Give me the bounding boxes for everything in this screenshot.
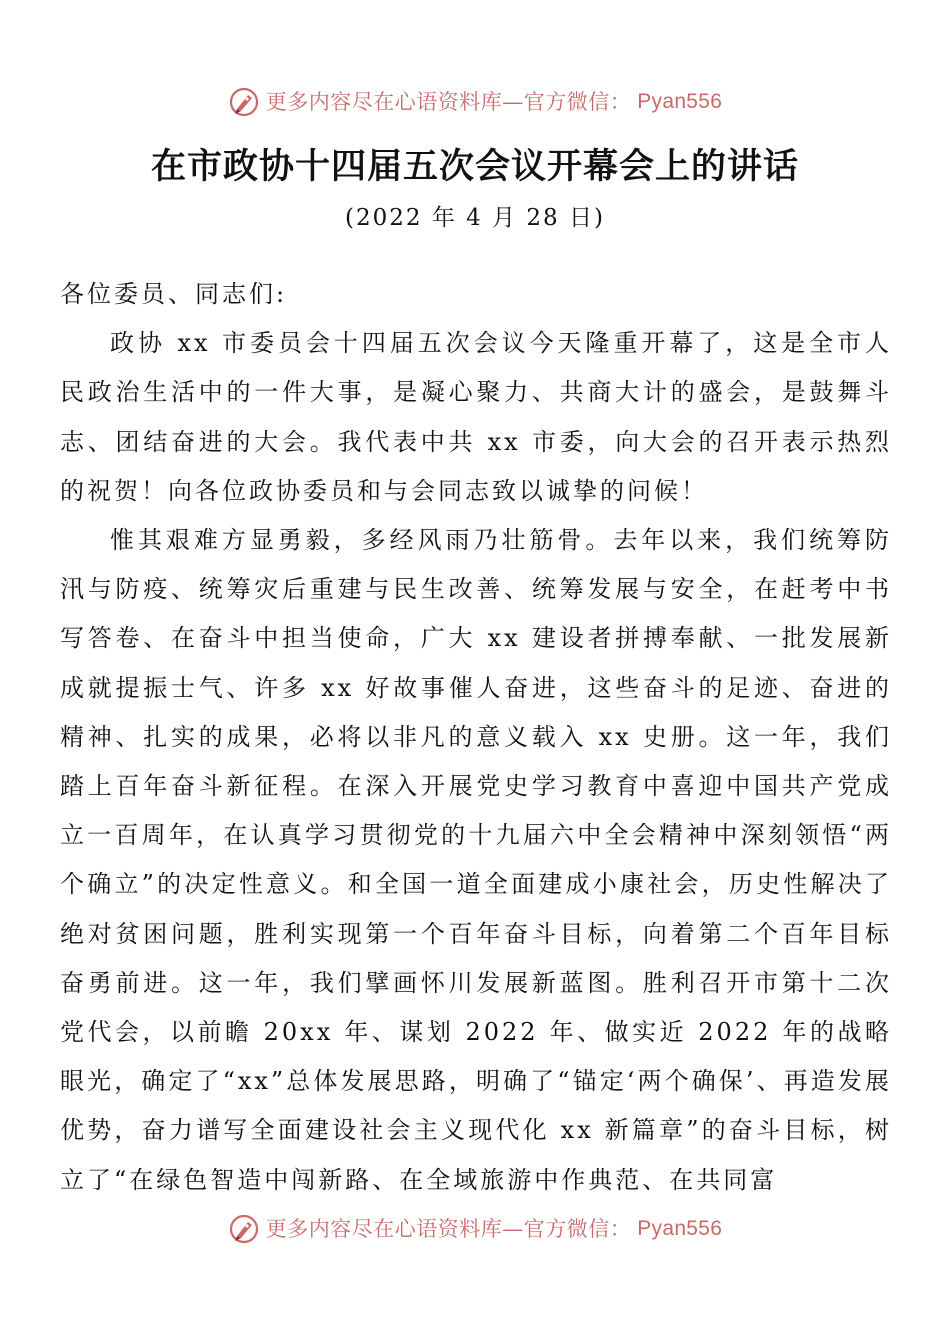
document-body (60, 270, 892, 1194)
watermark-header (0, 86, 950, 118)
document-title: 在市政协十四届五次会议开幕会上的讲话 (150, 146, 799, 187)
watermark-footer (0, 1213, 950, 1245)
pen-nib-circle-icon (228, 1213, 260, 1245)
salutation: 各位委员、同志们: (60, 280, 288, 308)
watermark-text: 更多内容尽在心语资料库—官方微信： (265, 1217, 632, 1241)
paragraph-review: 惟其艰难方显勇毅，多经风雨乃壮筋骨。去年以来，我们统筹防汛与防疫、统筹灾后重建与民生改善、统筹发展与安全，在赶考中书写答卷、在奋斗中担当使命，广大 xx 建设者拼搏奉献、一批发展新成就提振士气、许多 xx 好故事催人奋进，这些奋斗的足迹、奋进的精神、扎实的成果，必将以非凡的意义载入 xx 史册。这一年，我们踏上百年奋斗新征程。在深入开展党史学习教育中喜迎中国共产党成立一百周年，在认真学习贯彻党的十九届六中全会精神中深刻领悟“两个确立”的决定性意义。和全国一道全面建成小康社会，历史性解决了绝对贫困问题，胜利实现第一个百年奋斗目标，向着第二个百年目标奋勇前进。这一年，我们擘画怀川发展新蓝图。胜利召开市第十二次党代会，以前瞻 20xx 年、谋划 2022 年、做实近 2022 年的战略眼光，确定了“xx”总体发展思路，明确了“锚定‘两个确保’、再造发展优势，奋力谱写全面建设社会主义现代化 xx 新篇章”的奋斗目标，树立了“在绿色智造中闯新路、在全域旅游中作典范、在共同富 (60, 526, 892, 1194)
watermark-text: 更多内容尽在心语资料库—官方微信： (265, 90, 632, 114)
paragraph-opening: 政协 xx 市委员会十四届五次会议今天隆重开幕了，这是全市人民政治生活中的一件大事，是凝心聚力、共商大计的盛会，是鼓舞斗志、团结奋进的大会。我代表中共 xx 市委，向大会的召开表示热烈的祝贺！向各位政协委员和与会同志致以诚挚的问候！ (60, 329, 892, 505)
pen-nib-circle-icon (228, 86, 260, 118)
watermark-wechat-id: Pyan556 (637, 1217, 723, 1240)
watermark-wechat-id: Pyan556 (637, 90, 723, 113)
document-date: (2022 年 4 月 28 日) (345, 205, 605, 231)
